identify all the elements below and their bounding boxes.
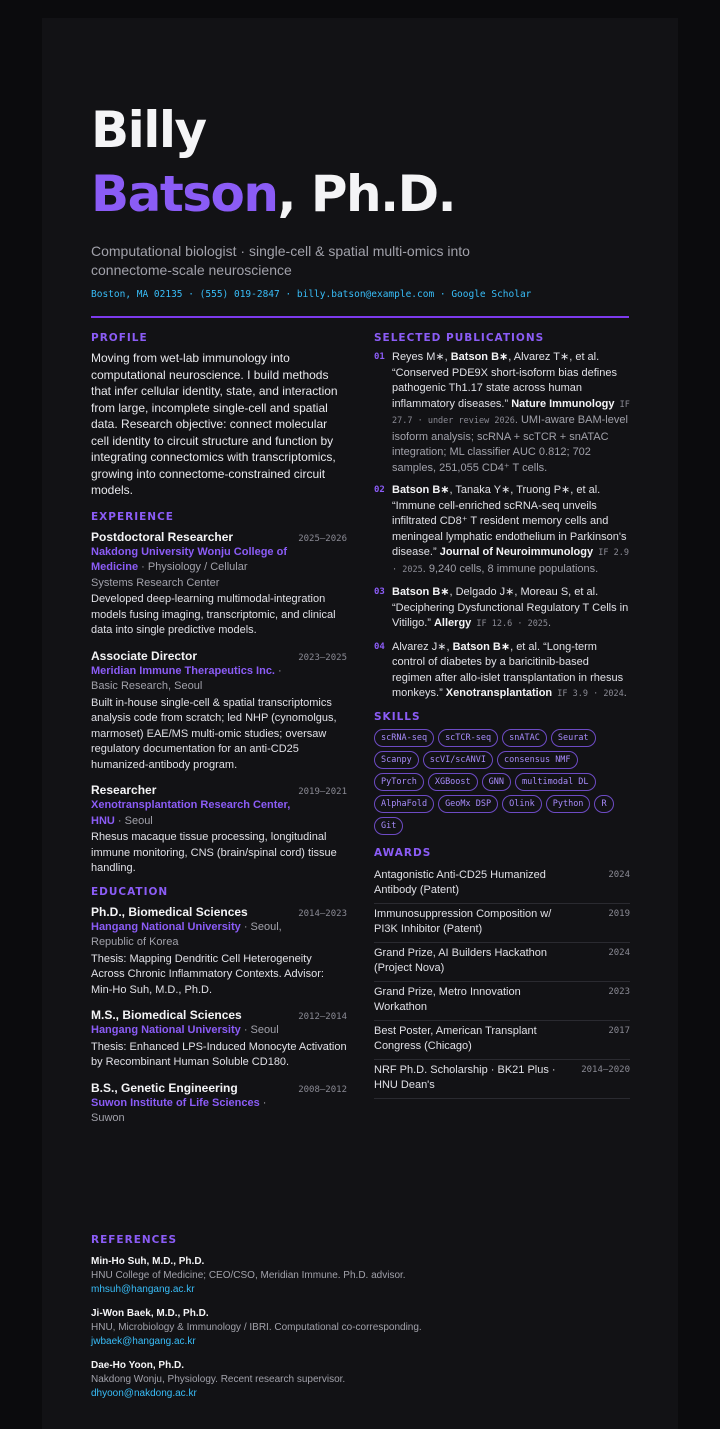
reference-list xyxy=(91,1255,629,1401)
experience-organization xyxy=(91,664,291,695)
section-heading-profile: PROFILE xyxy=(91,332,148,344)
education-title: B.S., Genetic Engineering xyxy=(91,1080,238,1095)
experience-entry xyxy=(91,648,347,774)
publication-authors-pre: Alvarez J∗, xyxy=(392,640,453,653)
publication-number: 03 xyxy=(374,587,385,597)
education-org-name: Hangang National University xyxy=(91,920,241,933)
publication-note: . xyxy=(623,687,627,699)
reference-description: HNU, Microbiology & Immunology / IBRI. Computational co-corresponding. xyxy=(91,1322,422,1333)
reference-email-link[interactable]: mhsuh@hangang.ac.kr xyxy=(91,1284,195,1295)
publication-self-author: Batson B∗ xyxy=(450,351,509,363)
experience-entry-header xyxy=(91,782,347,798)
education-entry-header xyxy=(91,1080,347,1096)
name-suffix: , Ph.D. xyxy=(277,165,456,223)
experience-org-name: Xenotransplantation Research Center, HNU xyxy=(91,799,291,827)
education-org-place: · Seoul xyxy=(240,1024,279,1036)
publication-meta: IF 12.6 · 2025 xyxy=(471,619,549,629)
profile-text: Moving from wet-lab immunology into computational neuroscience. I build methods that infer cellular identity, state, and interaction from large, incomplete single-cell and spatial data. Research objective: connect molecular cell identity to circuit structure and function by integrating connectomics with transcriptomics, growing into connectome-constrained circuit models. xyxy=(91,351,338,497)
publication-item xyxy=(374,585,630,633)
resume-page xyxy=(42,18,678,1429)
skill-chip: AlphaFold xyxy=(374,795,434,813)
skill-list xyxy=(374,729,630,835)
award-year: 2024 xyxy=(608,869,630,880)
skill-chip: snATAC xyxy=(502,729,547,747)
education-entry-header xyxy=(91,904,347,920)
section-heading-references: REFERENCES xyxy=(91,1234,178,1246)
publication-number: 04 xyxy=(374,641,385,652)
education-org-place: · Seoul, Republic of Korea xyxy=(91,920,282,948)
experience-date: 2019–2021 xyxy=(298,787,347,797)
education-date: 2012–2014 xyxy=(298,1012,347,1022)
experience-org-name: Meridian Immune Therapeutics Inc. xyxy=(91,664,275,677)
award-item xyxy=(374,865,630,904)
experience-description: Built in-house single-cell & spatial transcriptomics analysis code from scratch; led NHP (cynomolgus, marmoset) EAE/MS multi-omic studies; oversaw regulatory documentation for an anti-CD25 humanized-antibody program. xyxy=(91,696,337,771)
education-organization xyxy=(91,920,291,951)
education-entry xyxy=(91,1080,347,1127)
publication-self-author: Batson B∗ xyxy=(392,586,450,598)
award-item xyxy=(374,904,630,943)
experience-org-name: Nakdong University Wonju College of Medicine xyxy=(91,545,287,573)
publication-authors-title: , Tanaka Y∗, Truong P∗, et al. “Immune cell-enriched scRNA-seq unveils infiltrated CD8⁺ T resident memory cells and meningeal lymphatic endothelium in Parkinson's disease.” xyxy=(392,484,627,558)
award-name: NRF Ph.D. Scholarship · BK21 Plus · HNU Dean's xyxy=(374,1063,556,1091)
experience-organization xyxy=(91,798,291,829)
skill-chip: GNN xyxy=(482,773,511,791)
education-date: 2008–2012 xyxy=(298,1084,347,1095)
experience-list xyxy=(91,529,347,877)
award-year: 2019 xyxy=(608,908,630,919)
publication-note: . UMI-aware BAM-level isoform analysis; scRNA + scTCR + snATAC integration; ML classifier AUC 0.812; 702 samples, 251,055 CD4⁺ T cells. xyxy=(392,414,628,474)
publication-authors-title: , et al. “Long-term control of diabetes by a baricitinib-based regimen after allo-islet transplantation in rhesus monkeys.” xyxy=(392,640,624,699)
publication-self-author: Batson B∗ xyxy=(392,484,450,496)
education-org-name: Suwon Institute of Life Sciences xyxy=(91,1096,260,1109)
experience-date: 2025–2026 xyxy=(298,533,347,544)
section-heading-experience: EXPERIENCE xyxy=(91,510,174,523)
reference-description: Nakdong Wonju, Physiology. Recent research supervisor. xyxy=(91,1374,346,1385)
award-list xyxy=(374,865,630,1099)
skill-chip: scTCR-seq xyxy=(438,729,498,747)
publication-text xyxy=(392,640,630,703)
reference-item xyxy=(91,1307,629,1349)
contact-line[interactable]: Boston, MA 02135 · (555) 019-2847 · billy.batson@example.com · Google Scholar xyxy=(91,289,532,300)
publication-list xyxy=(374,350,630,703)
education-title: M.S., Biomedical Sciences xyxy=(91,1008,242,1022)
experience-org-place: · Basic Research, Seoul xyxy=(91,664,282,692)
skill-chip: consensus NMF xyxy=(497,751,578,769)
publication-note: . xyxy=(548,617,552,629)
publication-authors-title: , Delgado J∗, Moreau S, et al. “Deciphering Dysfunctional Regulatory T Cells in Vitiligo.” xyxy=(392,586,629,629)
publication-journal: Nature Immunology xyxy=(511,397,615,410)
education-organization xyxy=(91,1023,291,1039)
publication-journal: Journal of Neuroimmunology xyxy=(439,546,594,558)
reference-name: Dae-Ho Yoon, Ph.D. xyxy=(91,1360,184,1371)
award-item xyxy=(374,982,630,1021)
publication-journal: Xenotransplantation xyxy=(445,687,553,699)
left-column xyxy=(91,332,347,1136)
first-name: Billy xyxy=(91,101,206,159)
publication-item xyxy=(374,350,630,476)
award-item xyxy=(374,943,630,982)
right-column xyxy=(374,332,630,1099)
experience-entry xyxy=(91,529,347,639)
education-description: Thesis: Mapping Dendritic Cell Heterogeneity Across Chronic Inflammatory Contexts. Advisor: Min-Ho Suh, M.D., Ph.D. xyxy=(91,952,324,996)
publication-authors-pre: Reyes M∗, xyxy=(392,351,451,363)
award-name: Antagonistic Anti-CD25 Humanized Antibody (Patent) xyxy=(374,868,546,896)
publication-number: 01 xyxy=(374,352,385,362)
award-name: Immunosuppression Composition w/ PI3K Inhibitor (Patent) xyxy=(374,907,552,935)
education-entry xyxy=(91,904,347,999)
publication-journal: Allergy xyxy=(433,617,472,629)
section-heading-skills: SKILLS xyxy=(374,710,421,723)
publication-item xyxy=(374,483,630,578)
publication-meta: IF 27.7 · under review 2026 xyxy=(392,399,630,426)
publication-note: . 9,240 cells, 8 immune populations. xyxy=(422,562,599,575)
experience-description: Rhesus macaque tissue processing, longitudinal immune monitoring, CNS (brain/spinal cord) tissue handling. xyxy=(91,831,337,874)
publication-text xyxy=(392,350,630,476)
skill-chip: multimodal DL xyxy=(515,773,596,791)
skill-chip: Olink xyxy=(502,795,542,813)
experience-entry-header xyxy=(91,529,347,545)
reference-email-link[interactable]: jwbaek@hangang.ac.kr xyxy=(91,1336,196,1347)
education-date: 2014–2023 xyxy=(298,908,347,919)
award-item xyxy=(374,1060,630,1099)
publication-meta: IF 2.9 · 2025 xyxy=(392,548,629,575)
experience-entry-header xyxy=(91,648,347,664)
section-heading-education: EDUCATION xyxy=(91,885,169,898)
education-list xyxy=(91,904,347,1127)
award-year: 2017 xyxy=(608,1025,630,1036)
experience-title: Researcher xyxy=(91,783,157,797)
skill-chip: Git xyxy=(374,817,403,835)
experience-date: 2023–2025 xyxy=(298,652,347,663)
reference-name: Ji-Won Baek, M.D., Ph.D. xyxy=(91,1308,209,1319)
education-org-place: · Suwon xyxy=(91,1096,267,1124)
education-description: Thesis: Enhanced LPS-Induced Monocyte Activation by Recombinant Human Soluble CD180. xyxy=(91,1040,347,1068)
skill-chip: XGBoost xyxy=(428,773,478,791)
reference-description: HNU College of Medicine; CEO/CSO, Meridian Immune. Ph.D. advisor. xyxy=(91,1270,406,1281)
publication-authors-title: , Alvarez T∗, et al. “Conserved PDE9X short-isoform bias defines pathogenic Th1.17 state across human inflammatory diseases.” xyxy=(392,351,617,410)
experience-org-place: · Seoul xyxy=(114,814,153,827)
section-heading-publications: SELECTED PUBLICATIONS xyxy=(374,332,545,344)
experience-organization xyxy=(91,545,291,592)
award-item xyxy=(374,1021,630,1060)
skill-chip: PyTorch xyxy=(374,773,424,791)
reference-item xyxy=(91,1255,629,1297)
publication-number: 02 xyxy=(374,485,385,495)
education-title: Ph.D., Biomedical Sciences xyxy=(91,904,248,919)
education-entry xyxy=(91,1007,347,1071)
award-name: Best Poster, American Transplant Congress (Chicago) xyxy=(374,1024,537,1052)
award-year: 2024 xyxy=(608,947,630,958)
experience-description: Developed deep-learning multimodal-integration models fusing imaging, transcriptomic, and clinical data into single predictive models. xyxy=(91,593,336,636)
publication-text xyxy=(392,585,630,633)
last-name: Batson xyxy=(91,165,278,223)
publication-item xyxy=(374,640,630,703)
award-name: Grand Prize, Metro Innovation Workathon xyxy=(374,985,521,1013)
experience-title: Associate Director xyxy=(91,648,198,663)
skill-chip: scRNA-seq xyxy=(374,729,434,747)
section-heading-awards: AWARDS xyxy=(374,846,432,859)
experience-org-place: · Physiology / Cellular Systems Research Center xyxy=(91,561,248,589)
education-org-name: Hangang National University xyxy=(91,1024,241,1036)
skill-chip: scVI/scANVI xyxy=(423,751,493,769)
publication-text xyxy=(392,483,630,578)
education-organization xyxy=(91,1096,291,1127)
education-entry-header xyxy=(91,1007,347,1023)
award-year: 2014–2020 xyxy=(581,1064,630,1075)
skill-chip: Seurat xyxy=(551,729,596,747)
reference-item xyxy=(91,1359,629,1401)
publication-self-author: Batson B∗ xyxy=(452,640,511,653)
award-name: Grand Prize, AI Builders Hackathon (Project Nova) xyxy=(374,946,548,974)
experience-title: Postdoctoral Researcher xyxy=(91,529,234,544)
skill-chip: Python xyxy=(546,795,591,813)
references-section xyxy=(91,1234,629,1411)
tagline: Computational biologist · single-cell & spatial multi-omics into connectome-scale neuroscience xyxy=(91,243,470,278)
skill-chip: Scanpy xyxy=(374,751,419,769)
publication-meta: IF 3.9 · 2024 xyxy=(552,689,624,699)
header-divider xyxy=(91,316,629,318)
name-heading xyxy=(91,98,455,226)
reference-email-link[interactable]: dhyoon@nakdong.ac.kr xyxy=(91,1388,197,1399)
reference-name: Min-Ho Suh, M.D., Ph.D. xyxy=(91,1256,205,1267)
skill-chip: R xyxy=(594,795,613,813)
experience-entry xyxy=(91,782,347,877)
award-year: 2023 xyxy=(608,986,630,997)
skill-chip: GeoMx DSP xyxy=(438,795,498,813)
